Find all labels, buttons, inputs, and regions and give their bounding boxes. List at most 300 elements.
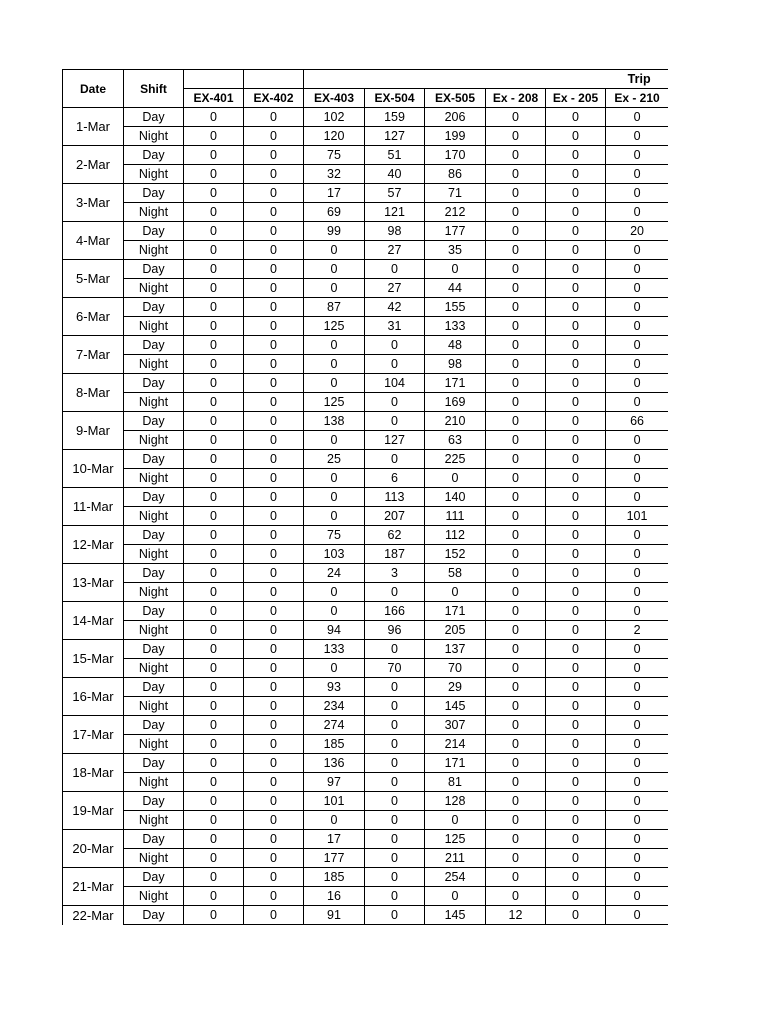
value-cell: 254 [425,868,486,887]
value-cell: 0 [244,526,304,545]
shift-cell: Day [124,906,184,925]
value-cell: 0 [184,241,244,260]
value-cell: 6 [365,469,425,488]
value-cell: 0 [304,583,365,602]
value-cell: 0 [606,849,669,868]
value-cell: 0 [244,735,304,754]
value-cell: 0 [365,393,425,412]
value-cell: 0 [606,545,669,564]
shift-cell: Day [124,526,184,545]
value-cell: 0 [244,906,304,925]
value-cell: 0 [365,811,425,830]
date-cell: 4-Mar [63,222,124,260]
shift-cell: Day [124,412,184,431]
value-cell: 0 [486,241,546,260]
value-cell: 0 [304,241,365,260]
value-cell: 0 [606,450,669,469]
value-cell: 0 [486,887,546,906]
header-row-top [63,70,669,89]
value-cell: 0 [606,488,669,507]
value-cell: 0 [365,640,425,659]
table-row [63,431,669,450]
value-cell: 42 [365,298,425,317]
value-cell: 0 [486,678,546,697]
value-cell: 69 [304,203,365,222]
table-row [63,583,669,602]
value-cell: 0 [546,241,606,260]
value-cell: 0 [546,621,606,640]
value-cell: 125 [425,830,486,849]
shift-cell: Night [124,355,184,374]
value-cell: 25 [304,450,365,469]
value-cell: 66 [606,412,669,431]
value-cell: 0 [365,355,425,374]
value-cell: 0 [184,108,244,127]
table-row [63,488,669,507]
value-cell: 0 [546,507,606,526]
value-cell: 0 [486,754,546,773]
value-cell: 177 [425,222,486,241]
value-cell: 0 [244,754,304,773]
date-cell: 6-Mar [63,298,124,336]
value-cell: 0 [365,754,425,773]
value-cell: 0 [184,716,244,735]
value-cell: 0 [184,602,244,621]
value-cell: 0 [606,108,669,127]
value-cell: 0 [606,792,669,811]
value-cell: 0 [546,545,606,564]
value-cell: 98 [365,222,425,241]
value-cell: 0 [606,298,669,317]
value-cell: 0 [184,773,244,792]
value-cell: 0 [606,735,669,754]
table-row [63,222,669,241]
value-cell: 0 [244,431,304,450]
shift-cell: Night [124,507,184,526]
table-row [63,412,669,431]
date-cell: 7-Mar [63,336,124,374]
value-cell: 0 [184,374,244,393]
value-cell: 0 [244,241,304,260]
value-cell: 145 [425,697,486,716]
value-cell: 199 [425,127,486,146]
date-cell: 12-Mar [63,526,124,564]
value-cell: 104 [365,374,425,393]
column-header-ex-504: EX-504 [365,89,425,108]
value-cell: 0 [184,792,244,811]
value-cell: 0 [184,906,244,925]
value-cell: 0 [486,697,546,716]
value-cell: 111 [425,507,486,526]
value-cell: 0 [425,887,486,906]
date-cell: 3-Mar [63,184,124,222]
value-cell: 136 [304,754,365,773]
value-cell: 0 [486,298,546,317]
value-cell: 0 [606,127,669,146]
value-cell: 0 [244,412,304,431]
value-cell: 0 [244,203,304,222]
value-cell: 0 [606,678,669,697]
value-cell: 128 [425,792,486,811]
value-cell: 0 [184,507,244,526]
value-cell: 0 [546,317,606,336]
value-cell: 145 [425,906,486,925]
value-cell: 0 [606,241,669,260]
shift-cell: Night [124,887,184,906]
shift-cell: Day [124,716,184,735]
value-cell: 91 [304,906,365,925]
value-cell: 0 [425,260,486,279]
value-cell: 0 [184,659,244,678]
value-cell: 0 [184,393,244,412]
table-row [63,849,669,868]
value-cell: 0 [606,526,669,545]
shift-cell: Day [124,336,184,355]
value-cell: 0 [365,868,425,887]
value-cell: 0 [486,773,546,792]
value-cell: 0 [546,393,606,412]
value-cell: 17 [304,830,365,849]
value-cell: 31 [365,317,425,336]
value-cell: 0 [304,469,365,488]
value-cell: 234 [304,697,365,716]
value-cell: 0 [244,640,304,659]
table-row [63,108,669,127]
value-cell: 0 [244,165,304,184]
value-cell: 212 [425,203,486,222]
value-cell: 0 [244,811,304,830]
date-cell: 9-Mar [63,412,124,450]
column-header-ex-505: EX-505 [425,89,486,108]
value-cell: 137 [425,640,486,659]
value-cell: 86 [425,165,486,184]
shift-cell: Day [124,640,184,659]
value-cell: 0 [184,355,244,374]
table-row [63,298,669,317]
value-cell: 0 [606,393,669,412]
value-cell: 0 [606,336,669,355]
value-cell: 0 [244,260,304,279]
value-cell: 0 [184,279,244,298]
value-cell: 0 [244,621,304,640]
table-row [63,564,669,583]
value-cell: 0 [365,697,425,716]
value-cell: 0 [546,355,606,374]
value-cell: 0 [486,830,546,849]
value-cell: 0 [184,697,244,716]
table-row [63,393,669,412]
value-cell: 35 [425,241,486,260]
table-row [63,773,669,792]
value-cell: 0 [425,583,486,602]
value-cell: 138 [304,412,365,431]
value-cell: 0 [546,526,606,545]
value-cell: 0 [244,849,304,868]
value-cell: 210 [425,412,486,431]
value-cell: 0 [304,507,365,526]
value-cell: 96 [365,621,425,640]
value-cell: 51 [365,146,425,165]
value-cell: 0 [486,412,546,431]
column-header-ex-205: Ex - 205 [546,89,606,108]
value-cell: 75 [304,146,365,165]
value-cell: 0 [546,830,606,849]
value-cell: 0 [244,773,304,792]
value-cell: 0 [546,298,606,317]
value-cell: 0 [244,678,304,697]
date-cell: 14-Mar [63,602,124,640]
value-cell: 101 [606,507,669,526]
column-header-ex-208: Ex - 208 [486,89,546,108]
value-cell: 0 [486,184,546,203]
table-row [63,868,669,887]
value-cell: 0 [486,469,546,488]
value-cell: 0 [184,336,244,355]
value-cell: 0 [244,792,304,811]
value-cell: 71 [425,184,486,203]
value-cell: 0 [184,412,244,431]
value-cell: 0 [184,165,244,184]
value-cell: 0 [244,393,304,412]
value-cell: 0 [304,355,365,374]
value-cell: 0 [606,564,669,583]
table-row [63,792,669,811]
value-cell: 0 [606,374,669,393]
value-cell: 0 [304,260,365,279]
value-cell: 0 [244,830,304,849]
value-cell: 0 [365,260,425,279]
value-cell: 0 [184,317,244,336]
value-cell: 0 [184,868,244,887]
value-cell: 0 [606,203,669,222]
value-cell: 0 [546,260,606,279]
value-cell: 0 [546,716,606,735]
value-cell: 0 [486,393,546,412]
value-cell: 0 [546,640,606,659]
value-cell: 93 [304,678,365,697]
value-cell: 0 [486,108,546,127]
value-cell: 0 [546,735,606,754]
value-cell: 29 [425,678,486,697]
date-cell: 1-Mar [63,108,124,146]
value-cell: 0 [365,412,425,431]
value-cell: 24 [304,564,365,583]
shift-cell: Night [124,241,184,260]
value-cell: 0 [184,431,244,450]
table-row [63,146,669,165]
value-cell: 0 [365,735,425,754]
date-cell: 20-Mar [63,830,124,868]
value-cell: 0 [244,583,304,602]
value-cell: 0 [606,811,669,830]
value-cell: 166 [365,602,425,621]
value-cell: 75 [304,526,365,545]
value-cell: 0 [486,735,546,754]
table-row [63,545,669,564]
value-cell: 0 [184,260,244,279]
value-cell: 0 [486,488,546,507]
shift-cell: Day [124,678,184,697]
value-cell: 0 [184,830,244,849]
column-header-ex-401: EX-401 [184,89,244,108]
value-cell: 0 [184,887,244,906]
value-cell: 0 [244,602,304,621]
value-cell: 0 [184,811,244,830]
value-cell: 0 [486,127,546,146]
value-cell: 62 [365,526,425,545]
table-row [63,241,669,260]
value-cell: 155 [425,298,486,317]
value-cell: 127 [365,431,425,450]
value-cell: 140 [425,488,486,507]
value-cell: 0 [486,659,546,678]
value-cell: 0 [244,450,304,469]
value-cell: 0 [546,564,606,583]
value-cell: 0 [304,488,365,507]
value-cell: 0 [244,336,304,355]
value-cell: 48 [425,336,486,355]
table-row [63,906,669,925]
value-cell: 94 [304,621,365,640]
value-cell: 0 [546,108,606,127]
value-cell: 274 [304,716,365,735]
value-cell: 0 [425,469,486,488]
value-cell: 0 [184,564,244,583]
date-cell: 22-Mar [63,906,124,925]
value-cell: 0 [486,583,546,602]
value-cell: 0 [425,811,486,830]
value-cell: 171 [425,602,486,621]
value-cell: 0 [546,906,606,925]
shift-cell: Day [124,868,184,887]
table-row [63,260,669,279]
value-cell: 211 [425,849,486,868]
shift-cell: Night [124,659,184,678]
value-cell: 0 [365,773,425,792]
value-cell: 0 [486,355,546,374]
date-header: Date [63,70,124,108]
value-cell: 0 [606,184,669,203]
value-cell: 0 [546,412,606,431]
table-row [63,317,669,336]
shift-cell: Day [124,564,184,583]
value-cell: 0 [546,336,606,355]
value-cell: 125 [304,393,365,412]
value-cell: 0 [304,279,365,298]
value-cell: 3 [365,564,425,583]
value-cell: 0 [546,431,606,450]
value-cell: 0 [486,222,546,241]
value-cell: 0 [546,127,606,146]
value-cell: 0 [546,165,606,184]
value-cell: 0 [486,811,546,830]
value-cell: 0 [606,602,669,621]
value-cell: 0 [606,317,669,336]
table-row [63,735,669,754]
value-cell: 171 [425,374,486,393]
value-cell: 0 [244,355,304,374]
shift-cell: Night [124,469,184,488]
value-cell: 0 [486,792,546,811]
value-cell: 0 [184,678,244,697]
date-cell: 10-Mar [63,450,124,488]
value-cell: 44 [425,279,486,298]
value-cell: 112 [425,526,486,545]
value-cell: 0 [244,127,304,146]
table-row [63,355,669,374]
value-cell: 0 [486,545,546,564]
shift-cell: Day [124,374,184,393]
value-cell: 81 [425,773,486,792]
date-cell: 13-Mar [63,564,124,602]
value-cell: 0 [546,146,606,165]
value-cell: 0 [546,792,606,811]
value-cell: 0 [486,602,546,621]
blank-header-cell [244,70,304,89]
value-cell: 0 [486,317,546,336]
value-cell: 0 [546,754,606,773]
value-cell: 0 [244,184,304,203]
value-cell: 0 [365,849,425,868]
table-row [63,640,669,659]
value-cell: 99 [304,222,365,241]
value-cell: 133 [425,317,486,336]
date-cell: 8-Mar [63,374,124,412]
shift-cell: Night [124,203,184,222]
value-cell: 27 [365,241,425,260]
value-cell: 0 [486,336,546,355]
shift-cell: Day [124,222,184,241]
shift-cell: Night [124,165,184,184]
date-cell: 2-Mar [63,146,124,184]
value-cell: 127 [365,127,425,146]
value-cell: 307 [425,716,486,735]
shift-cell: Night [124,811,184,830]
value-cell: 0 [244,697,304,716]
value-cell: 0 [606,716,669,735]
value-cell: 225 [425,450,486,469]
shift-cell: Night [124,697,184,716]
value-cell: 185 [304,868,365,887]
value-cell: 133 [304,640,365,659]
value-cell: 0 [546,678,606,697]
value-cell: 0 [546,887,606,906]
value-cell: 0 [244,545,304,564]
value-cell: 0 [365,906,425,925]
table-row [63,184,669,203]
value-cell: 0 [546,469,606,488]
value-cell: 0 [244,469,304,488]
value-cell: 0 [486,374,546,393]
value-cell: 0 [304,374,365,393]
value-cell: 0 [304,602,365,621]
shift-cell: Night [124,545,184,564]
value-cell: 0 [244,868,304,887]
value-cell: 0 [486,146,546,165]
date-cell: 21-Mar [63,868,124,906]
value-cell: 121 [365,203,425,222]
blank-header-cell [184,70,244,89]
value-cell: 0 [244,374,304,393]
column-header-ex-210: Ex - 210 [606,89,669,108]
table-row [63,659,669,678]
shift-cell: Night [124,127,184,146]
value-cell: 0 [184,545,244,564]
value-cell: 0 [244,716,304,735]
value-cell: 0 [606,754,669,773]
date-cell: 16-Mar [63,678,124,716]
value-cell: 0 [365,887,425,906]
